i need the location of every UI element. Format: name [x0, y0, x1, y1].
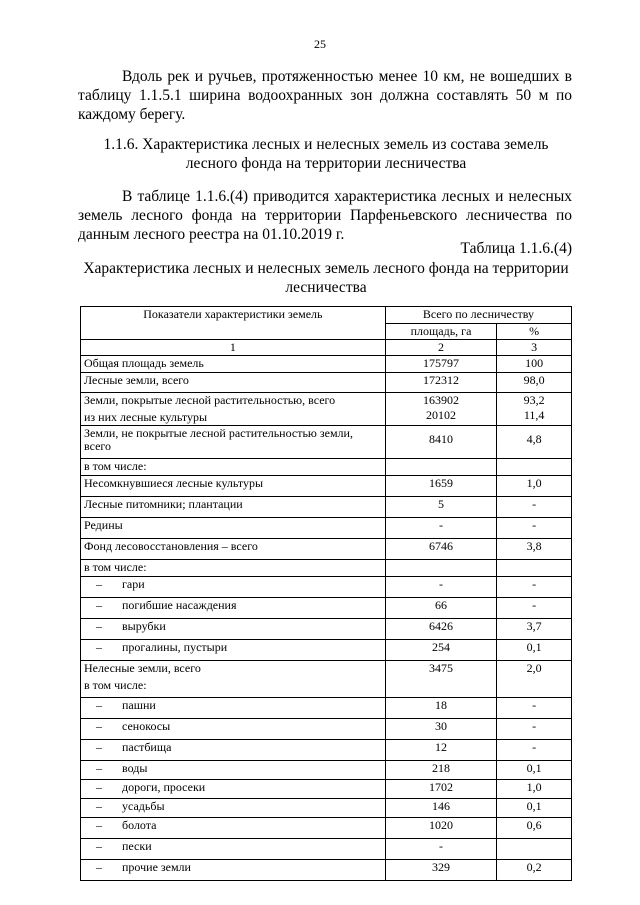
- header-indicators: Показатели характеристики земель: [81, 307, 386, 340]
- table-row: [81, 459, 572, 476]
- row-area-value: [385, 761, 496, 780]
- dash-marker: –: [96, 839, 102, 853]
- row-label: Нелесные земли, всего: [84, 661, 201, 675]
- row-percent-value: [497, 640, 572, 661]
- header-area: площадь, га: [385, 323, 496, 340]
- row-label: пастбища: [122, 740, 172, 754]
- row-label: Лесные земли, всего: [84, 373, 189, 387]
- row-indicator: [81, 719, 386, 740]
- table-row: [81, 761, 572, 780]
- row-percent-value-text: 0,1: [526, 799, 542, 813]
- table-row: [81, 719, 572, 740]
- row-label: дороги, просеки: [122, 780, 206, 794]
- row-area-value: [385, 539, 496, 560]
- row-percent-value: [497, 740, 572, 761]
- dash-marker: –: [96, 598, 102, 612]
- row-percent-value-text: 3,7: [526, 619, 542, 633]
- row-area-value: [385, 393, 496, 426]
- row-indicator: [81, 393, 386, 426]
- row-indicator: [81, 839, 386, 860]
- dash-marker: –: [96, 740, 102, 754]
- land-characteristics-table: [80, 306, 572, 881]
- row-percent-value-text: 0,1: [526, 640, 542, 654]
- row-indicator: [81, 661, 386, 698]
- row-indicator: [81, 426, 386, 459]
- row-percent-value: [497, 426, 572, 459]
- row-label: болота: [122, 818, 157, 832]
- row-percent-value: [497, 619, 572, 640]
- table-row: [81, 518, 572, 539]
- row-area-value-text: 12: [435, 740, 448, 754]
- row-label: пески: [122, 839, 152, 853]
- row-percent-value: [497, 698, 572, 719]
- row-percent-value-text: 1,0: [526, 780, 542, 794]
- row-indicator: [81, 640, 386, 661]
- row-percent-value-text: 0,6: [526, 818, 542, 832]
- row-area-value-text: 172312: [423, 373, 460, 387]
- dash-marker: –: [96, 577, 102, 591]
- table-row: [81, 598, 572, 619]
- table-row: [81, 740, 572, 761]
- row-indicator: [81, 518, 386, 539]
- row-percent-value-text: 93,2: [523, 393, 545, 407]
- row-percent-value: [497, 373, 572, 393]
- row-percent-value: [497, 539, 572, 560]
- row-label: в том числе:: [84, 560, 147, 574]
- row-label: Фонд лесовосстановления – всего: [84, 539, 258, 553]
- dash-marker: –: [96, 780, 102, 794]
- row-area-value-text: 18: [435, 698, 448, 712]
- row-indicator: [81, 577, 386, 598]
- table-row: [81, 577, 572, 598]
- row-area-value: [385, 518, 496, 539]
- row-label: Несомкнувшиеся лесные культуры: [84, 476, 264, 490]
- row-percent-value-text: -: [532, 740, 537, 754]
- table-row: [81, 799, 572, 818]
- row-label: сенокосы: [122, 719, 171, 733]
- dash-marker: –: [96, 719, 102, 733]
- row-label: гари: [122, 577, 145, 591]
- table-row: [81, 497, 572, 518]
- row-area-value: [385, 619, 496, 640]
- row-label: прочие земли: [122, 860, 191, 874]
- row-label: прогалины, пустыри: [122, 640, 228, 654]
- row-area-value-text: 3475: [429, 661, 454, 675]
- table-row: [81, 860, 572, 881]
- row-percent-value: [497, 356, 572, 373]
- row-area-value: [385, 740, 496, 761]
- table-header-row: [81, 307, 572, 324]
- dash-marker: –: [96, 860, 102, 874]
- row-indicator: [81, 560, 386, 577]
- row-label: в том числе:: [84, 459, 147, 473]
- section-heading: 1.1.6. Характеристика лесных и нелесных земель из состава земель лесного фонда на территории лесничества: [103, 136, 549, 172]
- table-row: [81, 393, 572, 426]
- row-area-value-text: 329: [432, 860, 451, 874]
- dash-marker: –: [96, 640, 102, 654]
- table-row: [81, 780, 572, 799]
- row-indicator: [81, 539, 386, 560]
- row-area-value-text: 1659: [429, 476, 454, 490]
- row-area-value: [385, 799, 496, 818]
- row-indicator: [81, 818, 386, 839]
- row-indicator: [81, 459, 386, 476]
- row-label: погибшие насаждения: [122, 598, 237, 612]
- row-percent-value-text: -: [532, 598, 537, 612]
- row-indicator: [81, 698, 386, 719]
- row-area-value: [385, 459, 496, 476]
- row-area-value-text: 6426: [429, 619, 454, 633]
- header-total: Всего по лесничеству: [385, 307, 571, 324]
- row-label: Общая площадь земель: [84, 356, 204, 370]
- row-area-value-text: -: [439, 518, 444, 532]
- row-area-value: [385, 560, 496, 577]
- row-area-value-text: 175797: [423, 356, 460, 370]
- table-row: [81, 560, 572, 577]
- row-percent-value: [497, 560, 572, 577]
- row-label: Земли, не покрытые лесной растительностью земли, всего: [84, 426, 353, 453]
- row-area-value-text: 6746: [429, 539, 454, 553]
- dash-marker: –: [96, 698, 102, 712]
- row-label: Лесные питомники; плантации: [84, 497, 243, 511]
- row-percent-value: [497, 719, 572, 740]
- row-percent-value: [497, 661, 572, 698]
- row-area-value-text: 254: [432, 640, 451, 654]
- row-indicator: [81, 799, 386, 818]
- table-title: Характеристика лесных и нелесных земель лесного фонда на территории лесничества: [83, 260, 569, 296]
- row-percent-value: [497, 476, 572, 497]
- row-area-value-text: 1020: [429, 818, 454, 832]
- row-percent-value: [497, 780, 572, 799]
- dash-marker: –: [96, 619, 102, 633]
- row-area-value: [385, 577, 496, 598]
- table-label: Таблица 1.1.6.(4): [460, 240, 572, 257]
- row-area-value-text: 1702: [429, 780, 454, 794]
- row-area-value-text: 146: [432, 799, 451, 813]
- row-label: Земли, покрытые лесной растительностью, всего: [84, 393, 336, 407]
- row-area-value-text: 5: [438, 497, 445, 511]
- row-percent-value: [497, 518, 572, 539]
- row-percent-value: [497, 598, 572, 619]
- row-area-value-text: -: [439, 577, 444, 591]
- row-area-value: [385, 598, 496, 619]
- row-indicator: [81, 598, 386, 619]
- row-indicator: [81, 373, 386, 393]
- row-percent-value-text: 98,0: [523, 373, 545, 387]
- row-area-value-text: 8410: [429, 432, 454, 446]
- row-percent-value-text: -: [532, 577, 537, 591]
- row-percent-value-text: 3,8: [526, 539, 542, 553]
- row-area-value-text: 66: [435, 598, 448, 612]
- row-area-value: [385, 661, 496, 698]
- row-percent-value: [497, 839, 572, 860]
- dash-marker: –: [96, 761, 102, 775]
- row-sublabel: в том числе:: [84, 678, 147, 692]
- header-percent: %: [497, 323, 572, 340]
- table-row: [81, 698, 572, 719]
- row-percent-value: [497, 818, 572, 839]
- row-area-value: [385, 476, 496, 497]
- row-percent-value-text: -: [532, 518, 537, 532]
- row-area-value-sub: 20102: [426, 408, 457, 422]
- row-area-value-text: 30: [435, 719, 448, 733]
- row-sublabel: из них лесные культуры: [84, 410, 208, 424]
- row-percent-value-text: 1,0: [526, 476, 542, 490]
- dash-marker: –: [96, 799, 102, 813]
- col-number-2: 2: [385, 340, 496, 356]
- row-percent-value-text: 4,8: [526, 432, 542, 446]
- row-percent-value-text: 0,2: [526, 860, 542, 874]
- table-row: [81, 640, 572, 661]
- row-percent-value-text: 0,1: [526, 761, 542, 775]
- row-indicator: [81, 476, 386, 497]
- table-row: [81, 426, 572, 459]
- col-number-3: 3: [497, 340, 572, 356]
- table-row: [81, 661, 572, 698]
- row-label: пашни: [122, 698, 156, 712]
- row-percent-value: [497, 799, 572, 818]
- col-number-1: 1: [81, 340, 386, 356]
- row-area-value: [385, 356, 496, 373]
- row-percent-value-sub: 11,4: [523, 408, 545, 422]
- row-percent-value: [497, 459, 572, 476]
- table-row: [81, 539, 572, 560]
- row-area-value: [385, 698, 496, 719]
- row-area-value: [385, 640, 496, 661]
- row-area-value: [385, 818, 496, 839]
- row-indicator: [81, 356, 386, 373]
- row-area-value: [385, 426, 496, 459]
- table-row: [81, 476, 572, 497]
- row-label: воды: [122, 761, 148, 775]
- row-area-value-text: 163902: [423, 393, 460, 407]
- row-area-value: [385, 497, 496, 518]
- row-label: усадьбы: [122, 799, 165, 813]
- row-area-value: [385, 373, 496, 393]
- row-percent-value: [497, 393, 572, 426]
- row-indicator: [81, 497, 386, 518]
- row-indicator: [81, 740, 386, 761]
- row-indicator: [81, 860, 386, 881]
- row-percent-value: [497, 497, 572, 518]
- dash-marker: –: [96, 818, 102, 832]
- row-percent-value-text: -: [532, 719, 537, 733]
- table-row: [81, 619, 572, 640]
- row-area-value: [385, 719, 496, 740]
- row-percent-value: [497, 577, 572, 598]
- row-percent-value-text: 100: [525, 356, 544, 370]
- table-row: [81, 373, 572, 393]
- row-indicator: [81, 619, 386, 640]
- page-number: 25: [314, 37, 326, 51]
- row-area-value-text: -: [439, 839, 444, 853]
- row-percent-value: [497, 860, 572, 881]
- row-area-value: [385, 780, 496, 799]
- row-area-value: [385, 860, 496, 881]
- row-percent-value-text: -: [532, 497, 537, 511]
- table-numbering-row: [81, 340, 572, 356]
- row-indicator: [81, 780, 386, 799]
- table-row: [81, 356, 572, 373]
- row-label: вырубки: [122, 619, 166, 633]
- row-indicator: [81, 761, 386, 780]
- row-percent-value-text: -: [532, 698, 537, 712]
- row-area-value-text: 218: [432, 761, 451, 775]
- intro-paragraph: Вдоль рек и ручьев, протяженностью менее 10 км, не вошедших в таблицу 1.1.5.1 ширина водоохранных зон должна составлять 50 м по каждому берегу.: [78, 68, 572, 123]
- row-percent-value: [497, 761, 572, 780]
- table-intro-paragraph: В таблице 1.1.6.(4) приводится характеристика лесных и нелесных земель лесного фонда на территории Парфеньевского лесничества по данным лесного реестра на 01.10.2019 г.: [78, 188, 572, 243]
- row-area-value: [385, 839, 496, 860]
- table-row: [81, 818, 572, 839]
- table-row: [81, 839, 572, 860]
- row-label: Редины: [84, 518, 123, 532]
- row-percent-value-text: 2,0: [526, 661, 542, 675]
